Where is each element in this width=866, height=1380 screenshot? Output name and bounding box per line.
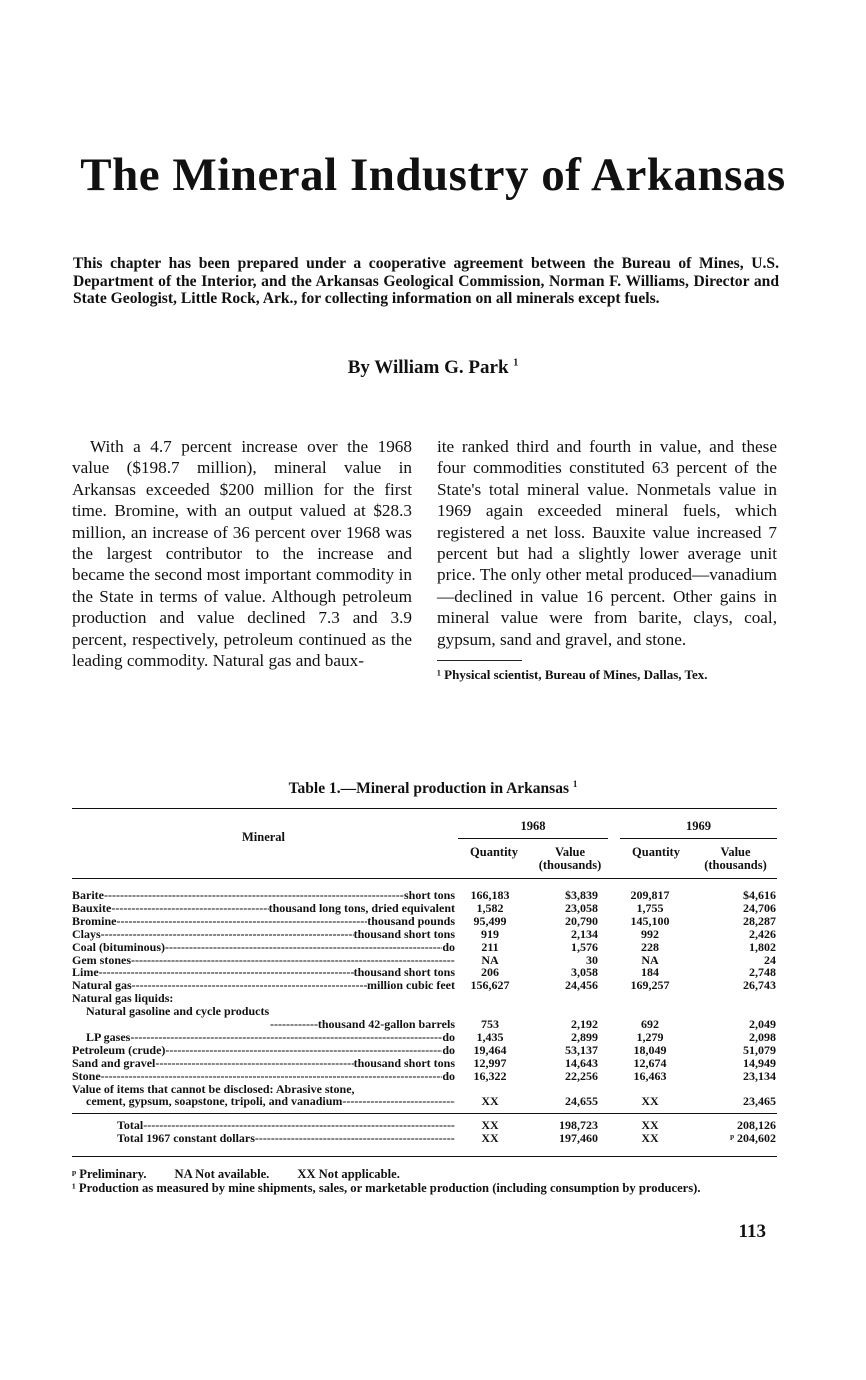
quantity-1969: 169,257 bbox=[630, 978, 670, 993]
value-1969: 24,706 bbox=[743, 900, 776, 915]
quantity-1969: 12,674 bbox=[633, 1055, 667, 1070]
mineral-cell bbox=[72, 1070, 455, 1083]
mineral-label: Value of items that cannot be disclosed: Abrasive stone, bbox=[72, 1082, 355, 1096]
table-row bbox=[72, 941, 777, 954]
note-not-applicable: XX Not applicable. bbox=[297, 1167, 400, 1181]
leader-dots bbox=[104, 889, 404, 902]
table-row bbox=[72, 1083, 777, 1096]
value-1968: 53,137 bbox=[565, 1042, 598, 1057]
header-value-label: Value bbox=[720, 845, 751, 859]
value-1969: 51,079 bbox=[743, 1042, 776, 1057]
value-1969: $4,616 bbox=[743, 888, 776, 902]
table-notes bbox=[72, 1167, 778, 1195]
quantity-1968: 19,464 bbox=[473, 1042, 507, 1057]
header-quantity-1969: Quantity bbox=[632, 845, 680, 859]
header-mineral: Mineral bbox=[241, 830, 286, 844]
leader-dots bbox=[116, 915, 367, 928]
mineral-cell bbox=[72, 992, 455, 1005]
value-1969: ᵖ 204,602 bbox=[730, 1130, 776, 1145]
cooperative-note: This chapter has been prepared under a cooperative agreement between the Bureau of Mines, U.S. Department of the Interior, and the Arkansas Geological Commission, Norman F. Williams, Director and State Geologist, Little Rock, Ark., for collecting information on all minerals except fuels. bbox=[73, 255, 779, 307]
quantity-1968: NA bbox=[481, 952, 499, 967]
mineral-label: Natural gasoline and cycle products bbox=[86, 1005, 270, 1019]
table-row bbox=[72, 902, 777, 915]
table-row bbox=[72, 1044, 777, 1057]
mineral-label: Clays bbox=[72, 927, 101, 941]
header-year-1968: 1968 bbox=[520, 819, 546, 833]
quantity-1968: 753 bbox=[481, 1017, 499, 1031]
table-row bbox=[72, 1132, 777, 1145]
table-bottom-rule bbox=[72, 1156, 777, 1157]
table-row bbox=[72, 954, 777, 967]
quantity-1968: XX bbox=[481, 1094, 499, 1109]
byline-footnote-mark: 1 bbox=[513, 357, 519, 369]
leader-dots bbox=[132, 979, 367, 992]
value-1968: 2,192 bbox=[571, 1017, 598, 1031]
value-1969: 2,098 bbox=[749, 1029, 776, 1044]
quantity-1968: 211 bbox=[481, 939, 499, 954]
mineral-cell bbox=[72, 1095, 455, 1108]
leader-dots bbox=[255, 1132, 455, 1145]
table-row bbox=[72, 1018, 777, 1031]
value-1969: 24 bbox=[764, 952, 776, 967]
header-value-1969 bbox=[694, 846, 777, 872]
quantity-1969: 18,049 bbox=[633, 1042, 667, 1057]
mineral-unit: thousand short tons bbox=[353, 966, 455, 980]
mineral-label: Coal (bituminous) bbox=[72, 940, 166, 954]
body-paragraph-right: ite ranked third and fourth in value, and these four commodities constituted 63 percent of the State's total mineral value. Nonmetals value in 1969 again exceeded mineral fuels, which registered a net loss. Bauxite value increased 7 percent but had a slightly lower average unit price. The only other metal produced—vanadium—declined in value 16 percent. Other gains in mineral value were from barite, clays, coal, gypsum, sand and gravel, and stone. bbox=[437, 437, 777, 649]
mineral-cell bbox=[72, 928, 455, 941]
value-1969: 26,743 bbox=[743, 978, 776, 993]
value-1969: 1,802 bbox=[749, 939, 776, 954]
quantity-1969: 16,463 bbox=[633, 1068, 667, 1083]
mineral-label: Sand and gravel bbox=[72, 1056, 156, 1070]
table-row bbox=[72, 1031, 777, 1044]
value-1968: $3,839 bbox=[565, 888, 598, 902]
mineral-label: Gem stones bbox=[72, 953, 131, 967]
value-1968: 30 bbox=[586, 952, 598, 967]
leader-dots bbox=[270, 1018, 318, 1031]
value-1968: 24,456 bbox=[565, 978, 598, 993]
value-1968: 22,256 bbox=[565, 1068, 598, 1083]
value-1968: 198,723 bbox=[559, 1118, 598, 1132]
value-1969: 14,949 bbox=[743, 1055, 776, 1070]
mineral-label: Total 1967 constant dollars bbox=[117, 1131, 255, 1145]
value-1968: 24,655 bbox=[565, 1094, 598, 1109]
table-row bbox=[72, 1095, 777, 1108]
leader-dots bbox=[143, 1119, 455, 1132]
mineral-label: Barite bbox=[72, 889, 104, 902]
quantity-1968: 1,435 bbox=[476, 1029, 504, 1044]
value-1969: 28,287 bbox=[743, 913, 776, 928]
quantity-1968: 12,997 bbox=[473, 1055, 507, 1070]
mineral-unit: thousand 42-gallon barrels bbox=[317, 1018, 455, 1031]
quantity-1969: XX bbox=[641, 1094, 659, 1109]
table-row bbox=[72, 966, 777, 979]
mineral-unit: thousand short tons bbox=[353, 927, 455, 941]
note-preliminary: ᵖ Preliminary. bbox=[72, 1167, 147, 1181]
value-1968: 3,058 bbox=[571, 965, 598, 980]
quantity-1968: 95,499 bbox=[473, 913, 507, 928]
mineral-unit: do bbox=[442, 1030, 455, 1044]
leader-dots bbox=[101, 928, 354, 941]
mineral-cell bbox=[72, 1044, 455, 1057]
header-year-1969: 1969 bbox=[686, 819, 711, 833]
table-row bbox=[72, 1057, 777, 1070]
byline bbox=[0, 357, 866, 379]
mineral-unit: do bbox=[442, 940, 455, 954]
mineral-cell bbox=[72, 966, 455, 979]
quantity-1968: XX bbox=[481, 1130, 499, 1145]
mineral-unit: million cubic feet bbox=[367, 979, 455, 993]
quantity-1968: 206 bbox=[481, 965, 499, 980]
mineral-cell bbox=[72, 1005, 455, 1018]
table-row bbox=[72, 915, 777, 928]
quantity-1969: 692 bbox=[641, 1017, 659, 1031]
table-caption bbox=[0, 779, 866, 798]
mineral-cell bbox=[72, 1018, 455, 1031]
mineral-label: Natural gas liquids: bbox=[72, 992, 174, 1006]
mineral-cell bbox=[72, 1083, 455, 1096]
table-legend bbox=[72, 1167, 778, 1181]
leader-dots bbox=[131, 954, 455, 967]
mineral-unit: thousand long tons, dried equivalent bbox=[268, 901, 455, 915]
author-name: By William G. Park bbox=[347, 357, 509, 378]
mineral-unit: do bbox=[442, 1043, 455, 1057]
mineral-cell bbox=[72, 915, 455, 928]
mineral-cell bbox=[72, 1057, 455, 1070]
mineral-label: Natural gas bbox=[72, 979, 132, 993]
value-1968: 20,790 bbox=[565, 913, 598, 928]
value-1968: 23,058 bbox=[565, 900, 598, 915]
table-row bbox=[72, 1070, 777, 1083]
mineral-cell bbox=[72, 1119, 455, 1132]
header-rule-1968 bbox=[458, 838, 608, 839]
quantity-1969: 1,755 bbox=[636, 900, 664, 915]
quantity-1969: XX bbox=[641, 1118, 659, 1132]
quantity-1969: 1,279 bbox=[636, 1029, 664, 1044]
table-row bbox=[72, 928, 777, 941]
mineral-cell bbox=[72, 902, 455, 915]
leader-dots bbox=[155, 1057, 353, 1070]
author-footnote: ¹ Physical scientist, Bureau of Mines, Dallas, Tex. bbox=[437, 667, 708, 683]
value-1969: 2,049 bbox=[749, 1017, 776, 1031]
value-1969: 23,134 bbox=[743, 1068, 776, 1083]
quantity-1969: XX bbox=[641, 1130, 659, 1145]
value-1968: 2,899 bbox=[571, 1029, 598, 1044]
quantity-1968: 16,322 bbox=[473, 1068, 507, 1083]
mineral-unit: do bbox=[442, 1069, 455, 1083]
value-1969: 2,426 bbox=[749, 926, 776, 941]
quantity-1969: 992 bbox=[641, 926, 659, 941]
value-1968: 2,134 bbox=[571, 926, 598, 941]
table-row bbox=[72, 992, 777, 1005]
mineral-unit: thousand pounds bbox=[367, 914, 455, 928]
quantity-1969: 228 bbox=[641, 939, 659, 954]
table-row bbox=[72, 1119, 777, 1132]
body-paragraph-left: With a 4.7 percent increase over the 1968 value ($198.7 million), mineral value in Arkansas exceeded $200 million for the first time. Bromine, with an output valued at $28.3 million, an increase of 36 percent over 1968 was the largest contributor to the increase and became the second most important commodity in the State in terms of value. Although petroleum production and value declined 7.3 and 3.9 percent, respectively, petroleum continued as the leading commodity. Natural gas and baux- bbox=[72, 437, 412, 671]
value-1968: 197,460 bbox=[559, 1130, 598, 1145]
leader-dots bbox=[342, 1095, 455, 1108]
mineral-label: Lime bbox=[72, 966, 99, 980]
leader-dots bbox=[101, 1070, 443, 1083]
body-column-left bbox=[72, 436, 412, 671]
value-1968: 1,576 bbox=[571, 939, 598, 954]
mineral-cell bbox=[72, 1132, 455, 1145]
value-1969: 2,748 bbox=[749, 965, 776, 980]
mineral-unit: short tons bbox=[403, 889, 455, 902]
table-caption-mark: 1 bbox=[572, 779, 578, 789]
page-number: 113 bbox=[738, 1221, 766, 1242]
body-column-right bbox=[437, 436, 777, 682]
header-quantity-1968: Quantity bbox=[470, 845, 518, 859]
value-1968: 14,643 bbox=[565, 1055, 598, 1070]
quantity-1969: NA bbox=[641, 952, 659, 967]
table-row bbox=[72, 1005, 777, 1018]
quantity-1968: 919 bbox=[481, 926, 499, 941]
mineral-label: Total bbox=[117, 1119, 144, 1132]
quantity-1968: 1,582 bbox=[476, 900, 504, 915]
value-1969: 208,126 bbox=[737, 1118, 776, 1132]
mineral-cell bbox=[72, 954, 455, 967]
note-not-available: NA Not available. bbox=[174, 1167, 270, 1181]
footnote-rule bbox=[437, 660, 522, 661]
header-bottom-rule bbox=[72, 878, 777, 879]
mineral-cell bbox=[72, 979, 455, 992]
leader-dots bbox=[99, 966, 354, 979]
quantity-1968: 156,627 bbox=[470, 978, 510, 993]
leader-dots bbox=[130, 1031, 442, 1044]
mineral-unit: thousand short tons bbox=[353, 1056, 455, 1070]
header-rule-1969 bbox=[620, 838, 777, 839]
quantity-1968: XX bbox=[481, 1118, 499, 1132]
quantity-1969: 209,817 bbox=[630, 888, 670, 902]
mineral-label: Bauxite bbox=[72, 901, 112, 915]
table-top-rule bbox=[72, 808, 777, 809]
table-row bbox=[72, 979, 777, 992]
header-value-unit: (thousands) bbox=[538, 858, 602, 872]
mineral-label: Stone bbox=[72, 1069, 101, 1083]
mineral-cell bbox=[72, 1031, 455, 1044]
leader-dots bbox=[165, 1044, 442, 1057]
table-caption-text: Table 1.—Mineral production in Arkansas bbox=[288, 780, 569, 798]
header-value-unit: (thousands) bbox=[704, 858, 767, 872]
quantity-1969: 184 bbox=[641, 965, 659, 980]
quantity-1969: 145,100 bbox=[630, 913, 670, 928]
totals-rule bbox=[72, 1113, 777, 1114]
mineral-label: Bromine bbox=[72, 914, 117, 928]
header-value-label: Value bbox=[554, 845, 586, 859]
page-title: The Mineral Industry of Arkansas bbox=[80, 149, 786, 201]
quantity-1968: 166,183 bbox=[470, 888, 510, 902]
table-footnote-1: ¹ Production as measured by mine shipments, sales, or marketable production (including consumption by producers). bbox=[72, 1181, 701, 1195]
leader-dots bbox=[111, 902, 268, 915]
mineral-label: cement, gypsum, soapstone, tripoli, and vanadium bbox=[86, 1095, 343, 1109]
mineral-cell bbox=[72, 889, 455, 902]
value-1969: 23,465 bbox=[743, 1094, 776, 1109]
table-row bbox=[72, 889, 777, 902]
mineral-label: Petroleum (crude) bbox=[72, 1043, 166, 1057]
header-value-1968 bbox=[532, 846, 608, 872]
mineral-label: LP gases bbox=[86, 1030, 131, 1044]
mineral-cell bbox=[72, 941, 455, 954]
leader-dots bbox=[165, 941, 442, 954]
